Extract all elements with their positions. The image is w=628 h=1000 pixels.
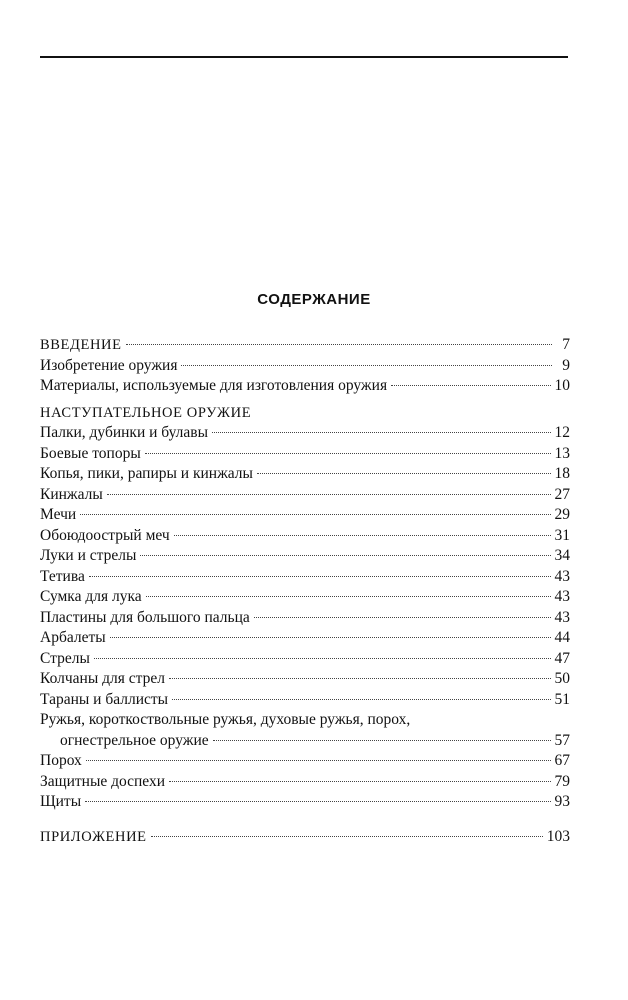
toc-entry-label: огнестрельное оружие xyxy=(60,731,209,749)
toc-entry[interactable] xyxy=(40,608,570,629)
dot-leader xyxy=(172,699,550,700)
dot-leader xyxy=(254,617,551,618)
toc-entry[interactable] xyxy=(40,587,570,608)
toc-entry-label: Материалы, используемые для изготовления оружия xyxy=(40,377,388,394)
toc-entry-page: 31 xyxy=(554,526,570,544)
toc-entry-label: Щиты xyxy=(40,793,82,810)
toc-entry-label: Колчаны для стрел xyxy=(40,670,165,687)
toc-entry-introduction[interactable] xyxy=(40,335,570,356)
toc-entry[interactable] xyxy=(40,376,570,397)
toc-entry-label: Сумка для лука xyxy=(40,588,142,605)
toc-entry-label: Тараны и баллисты xyxy=(40,690,169,708)
toc-entry-label: Изобретение оружия xyxy=(40,356,178,374)
toc-entry-page: 103 xyxy=(546,827,570,845)
toc-entry-page: 12 xyxy=(554,424,570,441)
toc-entry-page: 27 xyxy=(554,485,570,503)
toc-entry[interactable] xyxy=(40,423,570,444)
top-rule xyxy=(40,56,568,58)
toc-entry-label: Луки и стрелы xyxy=(40,547,137,564)
toc-entry-page: 57 xyxy=(554,731,570,749)
toc-entry[interactable] xyxy=(40,772,570,793)
dot-leader xyxy=(213,740,551,741)
toc-entry-page: 50 xyxy=(554,670,570,687)
toc-entry[interactable] xyxy=(40,628,570,649)
toc-entry-label: Палки, дубинки и булавы xyxy=(40,424,209,441)
dot-leader xyxy=(140,555,550,556)
toc-entry-page: 43 xyxy=(554,608,570,626)
toc-entry-multiline-second[interactable] xyxy=(40,731,570,752)
toc-entry[interactable] xyxy=(40,567,570,588)
dot-leader xyxy=(391,385,550,386)
dot-leader xyxy=(85,801,550,802)
toc-entry-page: 29 xyxy=(554,506,570,523)
toc-entry-page: 79 xyxy=(554,772,570,790)
toc-entry-label: Обоюдоострый меч xyxy=(40,526,170,544)
toc-entry-label: Стрелы xyxy=(40,649,90,667)
toc-entry-page: 93 xyxy=(554,793,570,810)
toc-entry-multiline-first[interactable] xyxy=(40,710,570,731)
toc-heading: СОДЕРЖАНИЕ xyxy=(257,291,371,308)
dot-leader xyxy=(146,596,551,597)
toc-entry-page: 10 xyxy=(554,377,570,394)
dot-leader xyxy=(94,658,551,659)
section-title: НАСТУПАТЕЛЬНОЕ ОРУЖИЕ xyxy=(40,404,252,421)
dot-leader xyxy=(145,453,551,454)
toc-entry-label: Кинжалы xyxy=(40,485,103,503)
toc-entry-label: Арбалеты xyxy=(40,629,106,646)
toc-entry-page: 43 xyxy=(554,588,570,605)
toc-entry-label: Боевые топоры xyxy=(40,444,141,462)
table-of-contents xyxy=(40,335,570,847)
toc-entry-label: Копья, пики, рапиры и кинжалы xyxy=(40,465,253,482)
toc-entry[interactable] xyxy=(40,669,570,690)
toc-entry-page: 34 xyxy=(554,547,570,564)
toc-entry-label: Защитные доспехи xyxy=(40,772,166,790)
toc-entry-label: Пластины для большого пальца xyxy=(40,608,250,626)
dot-leader xyxy=(257,473,551,474)
toc-entry-page: 43 xyxy=(554,567,570,585)
toc-entry-label: Тетива xyxy=(40,567,85,585)
toc-entry-page: 47 xyxy=(554,649,570,667)
dot-leader xyxy=(107,494,551,495)
dot-leader xyxy=(80,514,550,515)
toc-entry-page: 9 xyxy=(562,356,570,374)
dot-leader xyxy=(126,344,552,345)
toc-entry-page: 13 xyxy=(554,444,570,462)
toc-entry-page: 67 xyxy=(554,752,570,769)
toc-entry-label: Мечи xyxy=(40,506,77,523)
toc-entry[interactable] xyxy=(40,649,570,670)
toc-entry[interactable] xyxy=(40,526,570,547)
dot-leader xyxy=(89,576,551,577)
toc-entry[interactable] xyxy=(40,792,570,813)
toc-entry-appendix[interactable] xyxy=(40,827,570,848)
toc-entry[interactable] xyxy=(40,444,570,465)
toc-entry-page: 18 xyxy=(554,465,570,482)
toc-entry[interactable] xyxy=(40,690,570,711)
toc-entry-label: Ружья, короткоствольные ружья, духовые ружья, порох, xyxy=(40,711,411,728)
dot-leader xyxy=(151,836,543,837)
dot-leader xyxy=(86,760,551,761)
toc-entry-page: 51 xyxy=(554,690,570,708)
dot-leader xyxy=(212,432,550,433)
toc-entry[interactable] xyxy=(40,751,570,772)
toc-entry-page: 7 xyxy=(562,336,570,353)
toc-entry-label: ВВЕДЕНИЕ xyxy=(40,337,122,353)
toc-entry[interactable] xyxy=(40,546,570,567)
toc-entry-label: ПРИЛОЖЕНИЕ xyxy=(40,828,147,845)
toc-entry-label: Порох xyxy=(40,752,82,769)
toc-entry[interactable] xyxy=(40,464,570,485)
dot-leader xyxy=(169,678,551,679)
dot-leader xyxy=(169,781,550,782)
toc-entry[interactable] xyxy=(40,505,570,526)
dot-leader xyxy=(181,365,552,366)
dot-leader xyxy=(110,637,551,638)
toc-entry[interactable] xyxy=(40,356,570,377)
toc-entry-page: 44 xyxy=(554,629,570,646)
toc-entry[interactable] xyxy=(40,485,570,506)
dot-leader xyxy=(174,535,551,536)
